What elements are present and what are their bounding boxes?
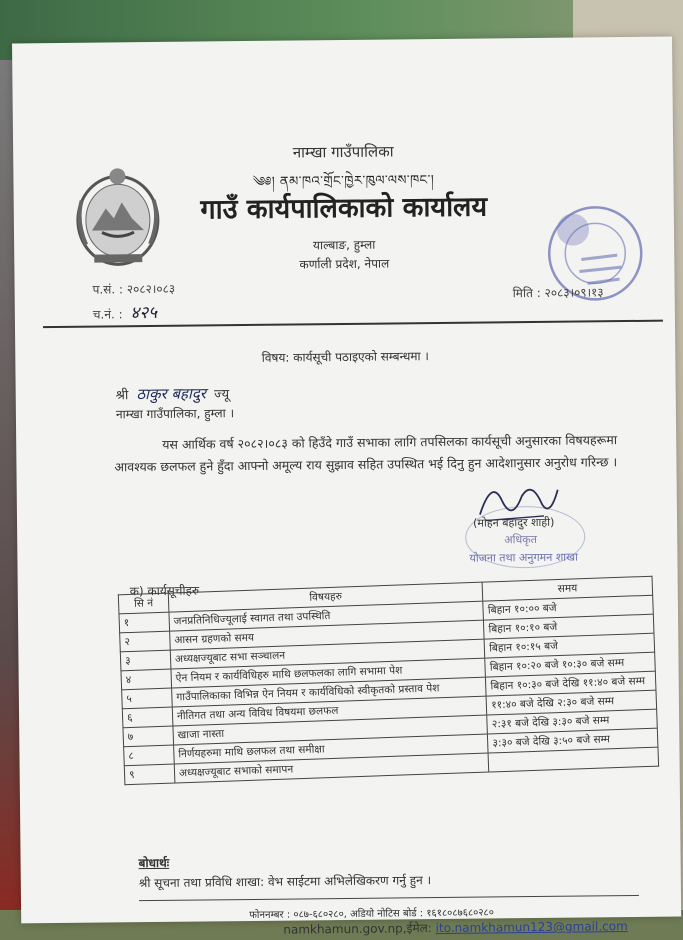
agenda-title: क) कार्यसूचीहरु bbox=[129, 583, 200, 599]
col-header-time: समय bbox=[482, 576, 652, 601]
row-serial: २ bbox=[120, 631, 171, 652]
row-serial: ८ bbox=[124, 745, 175, 766]
letter-body: यस आर्थिक वर्ष २०८२।०८३ को हिउँदे गाउँ सभाका लागि तपसिलका कार्यसूची अनुसारका विषयहरूमा आवश्यक छलफल हुने हुँदा आफ्नो अमूल्य राय सुझाव सहित उपस्थित भई दिनु हुन आदेशानुसार अनुरोध गरिन्छ । bbox=[114, 432, 618, 475]
row-topic: नीतिगत तथा अन्य विविध विषयमा छलफल bbox=[172, 696, 487, 726]
address-line-2: कर्णाली प्रदेश, नेपाल bbox=[299, 256, 390, 272]
address-line-1: याल्बाङ, हुम्ला bbox=[312, 237, 376, 253]
col-header-topic: विषयहरु bbox=[168, 582, 483, 612]
footer-email-link[interactable]: ito.namkhamun123@gmail.com bbox=[435, 919, 628, 936]
row-topic: अध्यक्षज्यूबाट सभा सञ्चालन bbox=[170, 639, 485, 669]
reference-number: प.सं. : २०८२।०८३ bbox=[92, 281, 176, 297]
recipient-name-handwritten: ठाकुर बहादुर bbox=[136, 384, 207, 404]
row-time: बिहान १०:०० बजे bbox=[483, 595, 653, 620]
office-name-tibetan: ༄༅། ནམ་ཁའ་གྲོང་ཁྱེར་ཁུལ་ལས་ཁང་། bbox=[252, 173, 435, 190]
recipient-line bbox=[116, 383, 230, 404]
row-time: ११:४० बजे देखि २:३० बजे सम्म bbox=[486, 690, 656, 715]
letter-subject: विषय: कार्यसूची पठाइएको सम्बन्धमा । bbox=[261, 349, 430, 365]
row-time: बिहान १०:१० बजे bbox=[484, 614, 654, 639]
row-serial: ३ bbox=[120, 650, 171, 671]
footer-phone: फोननम्बर : ०८७-६८०२८०, अडियो नोटिस बोर्ड : १६१८०८७६८०२८० bbox=[249, 907, 494, 922]
dispatch-number bbox=[93, 300, 157, 324]
row-serial: ९ bbox=[124, 764, 175, 785]
cc-text: श्री सूचना तथा प्रविधि शाखा: वेभ साईटमा अभिलेखिकरण गर्नु हुन । bbox=[138, 873, 432, 891]
row-serial: ७ bbox=[123, 726, 174, 747]
row-time: बिहान १०:२० बजे १०:३० बजे सम्म bbox=[485, 652, 655, 677]
letter-date: मिति : २०८३।०९।१३ bbox=[512, 285, 604, 301]
row-time: २:३१ बजे देखि ३:३० बजे सम्म bbox=[487, 709, 657, 734]
footer-contact bbox=[283, 917, 628, 938]
office-name-small: नाम्खा गाउँपालिका bbox=[292, 142, 394, 162]
office-name-title: गाउँ कार्यपालिकाको कार्यालय bbox=[200, 191, 488, 226]
row-serial: ४ bbox=[121, 669, 172, 690]
row-serial: १ bbox=[119, 612, 170, 633]
signatory-branch: योजना तथा अनुगमन शाखा bbox=[469, 550, 579, 565]
recipient-place: नाम्खा गाउँपालिका, हुम्ला । bbox=[115, 406, 235, 422]
recipient-suffix: ज्यू bbox=[214, 387, 230, 403]
letter-document bbox=[12, 37, 681, 937]
cc-title: बोधार्थः bbox=[138, 855, 170, 871]
row-time: बिहान १०:३० बजे देखि ११:४० बजे सम्म bbox=[486, 671, 656, 696]
row-topic: ऐन नियम र कार्यविधिहरु माथि छलफलका लागि सभामा पेश bbox=[171, 658, 486, 688]
row-topic: जनप्रतिनिधिज्यूलाई स्वागत तथा उपस्थिति bbox=[169, 601, 484, 631]
footer-website: namkhamun.gov.np,ईमेल: bbox=[283, 921, 432, 937]
agenda-table bbox=[118, 576, 659, 786]
row-serial: ५ bbox=[122, 688, 173, 709]
row-topic: गाउँपालिकाका विभिन्न ऐन नियम र कार्यविधिको स्वीकृतको प्रस्ताव पेश bbox=[172, 677, 487, 707]
dispatch-number-label: च.नं. : bbox=[92, 307, 123, 322]
col-header-serial: सि नं bbox=[118, 593, 169, 614]
row-topic: अध्यक्षज्यूबाट सभाको समापन bbox=[174, 753, 489, 783]
signatory-name: (मोहन बहादुर शाही) bbox=[472, 515, 555, 530]
recipient-prefix: श्री bbox=[115, 388, 129, 404]
signatory-title: अधिकृत bbox=[504, 532, 538, 547]
row-time: बिहान १०:१५ बजे bbox=[484, 633, 654, 658]
row-topic: आसन ग्रहणको समय bbox=[170, 620, 485, 650]
dispatch-number-handwritten: ४२५ bbox=[130, 302, 158, 324]
row-topic: निर्णयहरुमा माथि छलफल तथा समीक्षा bbox=[174, 734, 489, 764]
row-topic: खाजा नास्ता bbox=[173, 715, 488, 745]
footer-divider bbox=[139, 895, 639, 901]
row-serial: ६ bbox=[122, 707, 173, 728]
row-time: ३:३० बजे देखि ३:५० बजे सम्म bbox=[488, 728, 658, 753]
